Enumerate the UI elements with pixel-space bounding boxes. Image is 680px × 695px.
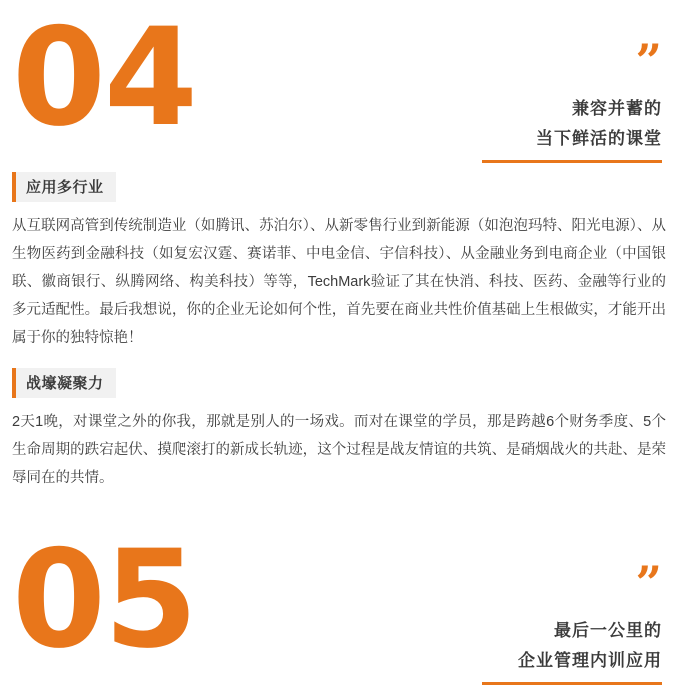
section-headline-line2-05: 企业管理内训应用 — [518, 651, 662, 670]
block-1-tag-label: 应用多行业 — [12, 172, 116, 202]
section-headline-line2-04: 当下鲜活的课堂 — [536, 129, 662, 148]
content-block-1 — [0, 172, 680, 352]
headline-underline-05 — [482, 682, 662, 685]
section-header-04 — [0, 0, 680, 172]
block-1-paragraph: 从互联网高管到传统制造业（如腾讯、苏泊尔）、从新零售行业到新能源（如泡泡玛特、阳光电源）、从生物医药到金融科技（如复宏汉霆、赛诺菲、中电金信、宇信科技）、从金融业务到电商企业（中国银联、徽商银行、纵腾网络、构美科技）等等，TechMark验证了其在快消、科技、医药、金融等行业的多元适配性。最后我想说，你的企业无论如何个性，首先要在商业共性价值基础上生根做实，才能开出属于你的独特惊艳！ — [12, 218, 666, 346]
block-1-tag-wrap — [12, 172, 116, 202]
block-2-paragraph: 2天1晚，对课堂之外的你我，那就是别人的一场戏。而对在课堂的学员，那是跨越6个财务季度、5个生命周期的跌宕起伏、摸爬滚打的新成长轨迹，这个过程是战友情谊的共筑、是硝烟战火的共赴、是荣辱同在的共情。 — [12, 414, 666, 486]
section-headline-group-05 — [332, 556, 662, 685]
headline-underline-04 — [482, 160, 662, 163]
section-headline-group-04 — [332, 34, 662, 163]
block-2-tag-label: 战壕凝聚力 — [12, 368, 116, 398]
section-number-05: 05 — [12, 521, 196, 678]
section-headline-line1-04: 兼容并蓄的 — [572, 99, 662, 118]
block-2-tag-wrap — [12, 368, 116, 398]
section-header-05 — [0, 522, 680, 694]
section-headline-line1-05: 最后一公里的 — [554, 621, 662, 640]
section-spacer — [0, 508, 680, 522]
content-block-2 — [0, 368, 680, 492]
quote-mark-icon: ” — [635, 556, 662, 610]
quote-mark-icon: ” — [635, 34, 662, 88]
section-number-04: 04 — [12, 0, 196, 156]
